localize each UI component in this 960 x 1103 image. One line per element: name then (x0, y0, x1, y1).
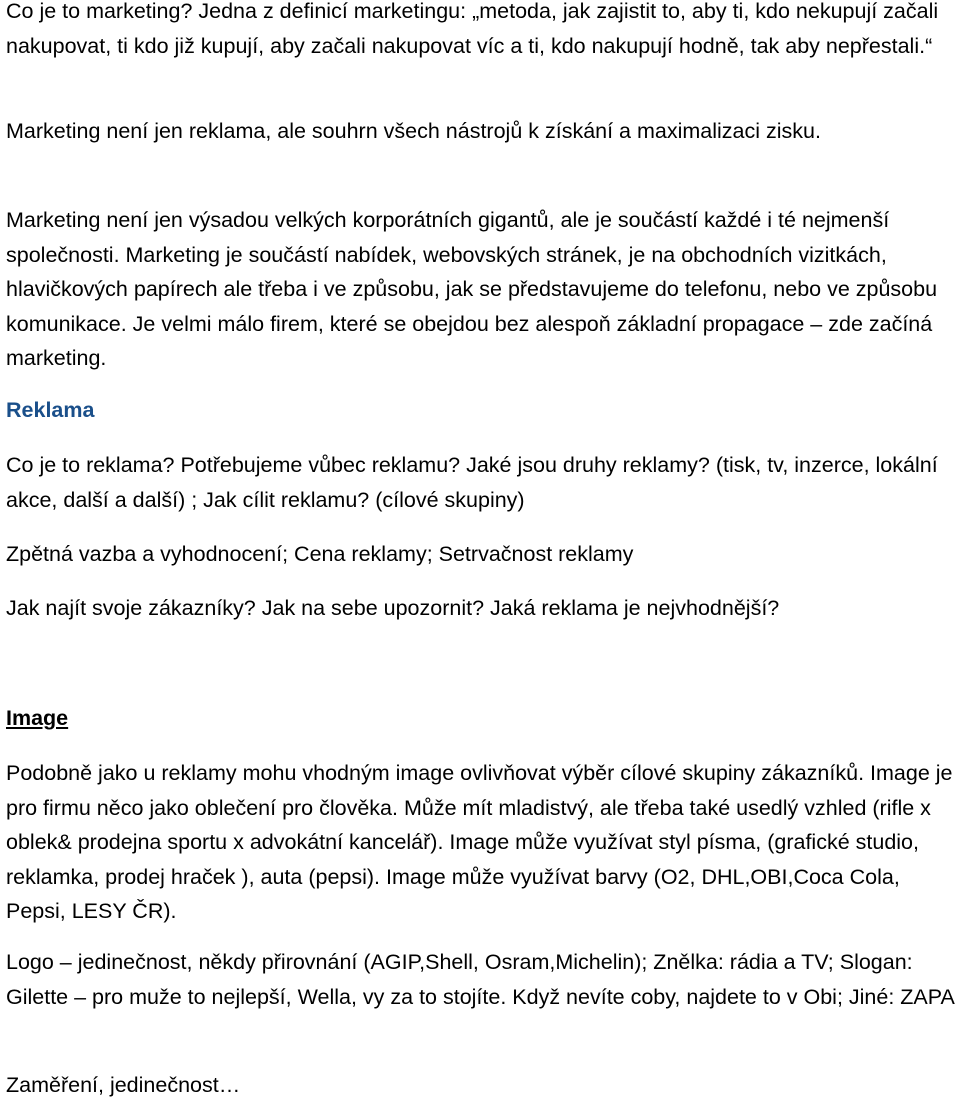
paragraph-reklama-feedback: Zpětná vazba a vyhodnocení; Cena reklamy; Setrvačnost reklamy (6, 542, 634, 566)
paragraph-reklama-questions: Co je to reklama? Potřebujeme vůbec reklamu? Jaké jsou druhy reklamy? (tisk, tv, inzerce, lokální akce, další a další) ; Jak cílit reklamu? (cílové skupiny) (6, 453, 938, 512)
paragraph-segment-propagation: Je velmi málo firem, které se obejdou bez alespoň základní propagace – zde začíná marketing. (6, 311, 933, 370)
paragraph-marketing-definition: Co je to marketing? Jedna z definicí marketingu: „metoda, jak zajistit to, aby ti, kdo nekupují začali nakupovat, ti kdo již kupují, aby začali nakupovat víc a ti, kdo nakupují hodně, tak aby nepřestali.“ (6, 0, 939, 58)
section-heading-reklama: Reklama (6, 398, 95, 422)
paragraph-segment-corporations: Marketing není jen výsadou velkých korporátních gigantů, ale je součástí každé i té nejmenší společnosti. (6, 208, 890, 267)
paragraph-image-logo: Logo – jedinečnost, někdy přirovnání (AGIP,Shell, Osram,Michelin); Znělka: rádia a TV; Slogan: Gilette – pro muže to nejlepší, Wella, vy za to stojíte. Když nevíte coby, najdete to v Obi; Jiné: ZAPA (6, 950, 955, 1009)
paragraph-reklama-customers: Jak najít svoje zákazníky? Jak na sebe upozornit? Jaká reklama je nejvhodnější? (6, 596, 780, 620)
paragraph-marketing-everywhere (6, 203, 958, 376)
paragraph-segment-communication: Marketing je součástí nabídek, webovských stránek, je na obchodních vizitkách, hlavičkových papírech ale třeba i ve způsobu, jak se představujeme do telefonu, nebo ve způsobu komunikace. (6, 242, 938, 336)
paragraph-image-body: Podobně jako u reklamy mohu vhodným image ovlivňovat výběr cílové skupiny zákazníků. Image je pro firmu něco jako oblečení pro člověka. Může mít mladistvý, ale třeba také usedlý vzhled (rifle x oblek& prodejna sportu x advokátní kancelář). Image může využívat styl písma, (grafické studio, reklamka, prodej hraček ), auta (pepsi). Image může využívat barvy (O2, DHL,OBI,Coca Cola, Pepsi, LESY ČR). (6, 761, 953, 923)
paragraph-image-focus: Zaměření, jedinečnost… (6, 1073, 241, 1097)
paragraph-marketing-tools: Marketing není jen reklama, ale souhrn všech nástrojů k získání a maximalizaci zisku. (6, 119, 821, 143)
section-heading-image: Image (6, 706, 69, 730)
